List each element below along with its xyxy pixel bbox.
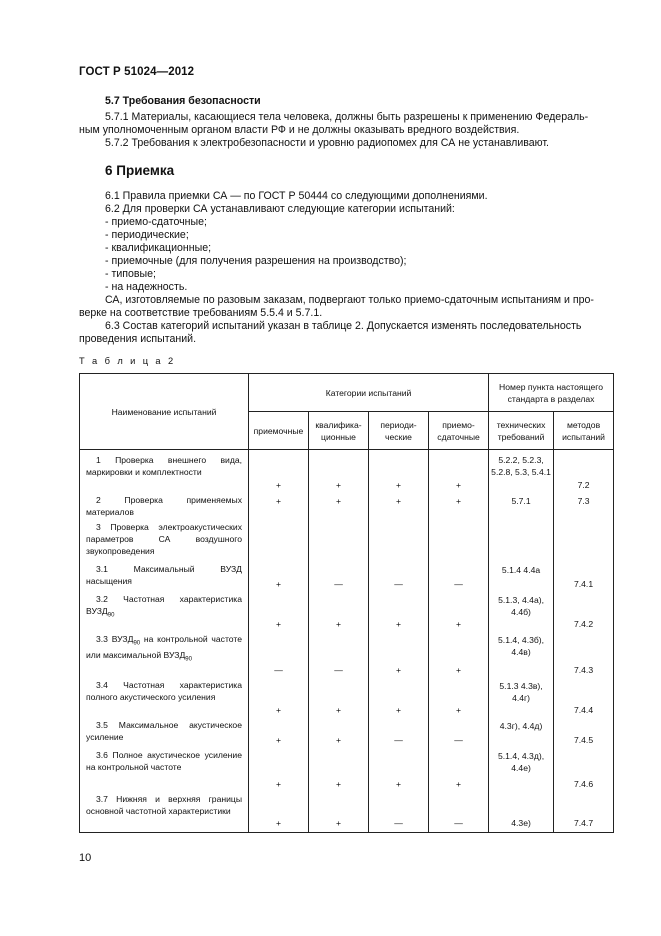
table-row [80,563,614,593]
cell-periodic: + [369,494,429,521]
cell-acceptance: + [249,679,309,719]
table-caption: Т а б л и ц а 2 [79,356,176,366]
table-row [80,593,614,633]
cell-periodic: + [369,450,429,494]
cell-acceptance: + [249,563,309,593]
test-name: 3.6 Полное акустическое усиление на контрольной частоте [80,749,249,793]
paragraph-5-7-1: 5.7.1 Материалы, касающиеся тела человека, должны быть разрешены к применению Федераль- [105,111,589,123]
cell-qualification: — [309,633,369,679]
cell-periodic: — [369,719,429,749]
header-acceptance: приемочные [249,412,309,450]
cell-delivery: + [429,679,489,719]
header-test-methods: методов испытаний [554,412,614,450]
cell-requirements: 5.1.3 4.3в), 4.4г) [489,679,554,719]
category-item: - на надежность. [105,281,188,293]
paragraph-6-3: 6.3 Состав категорий испытаний указан в таблице 2. Допускается изменять последовательность [105,320,582,332]
table-row [80,793,614,833]
cell-delivery: + [429,494,489,521]
cell-delivery: — [429,793,489,833]
table-row [80,450,614,494]
cell-periodic: — [369,793,429,833]
page-number: 10 [79,852,92,864]
cell-delivery: — [429,563,489,593]
category-item: - приемо-сдаточные; [105,216,207,228]
cell-method: 7.4.7 [554,793,614,833]
category-item: - типовые; [105,268,156,280]
cell-delivery: + [429,593,489,633]
cell-requirements: 5.1.4, 4.3д), 4.4е) [489,749,554,793]
cell-qualification: + [309,450,369,494]
cell-periodic: + [369,679,429,719]
cell-method: 7.4.2 [554,593,614,633]
cell-method: 7.4.5 [554,719,614,749]
cell-method: 7.4.4 [554,679,614,719]
header-qualification: квалифика-ционные [309,412,369,450]
test-name: 3.1 Максимальный ВУЗД насыщения [80,563,249,593]
cell-acceptance: + [249,749,309,793]
table-row [80,719,614,749]
test-name: 3.7 Нижняя и верхняя границы основной частотной характеристики [80,793,249,833]
cell-requirements: 5.1.4 4.4а [489,563,554,593]
header-technical-requirements: технических требований [489,412,554,450]
cell-periodic [369,521,429,563]
cell-requirements: 4.3г), 4.4д) [489,719,554,749]
test-name: 2 Проверка применяемых материалов [80,494,249,521]
cell-periodic: + [369,633,429,679]
cell-qualification: + [309,749,369,793]
category-item: - квалификационные; [105,242,212,254]
cell-method: 7.4.3 [554,633,614,679]
cell-method: 7.2 [554,450,614,494]
paragraph-single-orders-cont: верке на соответствие требованиям 5.5.4 и 5.7.1. [79,307,323,319]
cell-acceptance: + [249,450,309,494]
cell-periodic: + [369,749,429,793]
table-row [80,494,614,521]
header-clause: Номер пункта настоящего стандарта в разделах [489,374,614,412]
cell-qualification: + [309,793,369,833]
table-row [80,679,614,719]
category-item: - периодические; [105,229,189,241]
paragraph-single-orders: СА, изготовляемые по разовым заказам, подвергают только приемо-сдаточным испытаниям и про- [105,294,594,306]
cell-delivery: — [429,719,489,749]
cell-delivery: + [429,749,489,793]
cell-method: 7.3 [554,494,614,521]
test-name: 3.4 Частотная характеристика полного акустического усиления [80,679,249,719]
cell-delivery: + [429,633,489,679]
test-name: 1 Проверка внешнего вида, маркировки и комплектности [80,450,249,494]
cell-qualification: + [309,593,369,633]
cell-delivery: + [429,450,489,494]
header-periodic: периоди-ческие [369,412,429,450]
cell-requirements: 5.1.3, 4.4а), 4.4б) [489,593,554,633]
test-name: 3.5 Максимальное акустическое усиление [80,719,249,749]
table-row [80,521,614,563]
section-5-7-title: 5.7 Требования безопасности [105,95,261,107]
cell-acceptance: + [249,793,309,833]
cell-method: 7.4.1 [554,563,614,593]
cell-delivery [429,521,489,563]
cell-requirements [489,521,554,563]
section-6-title: 6 Приемка [105,163,175,178]
cell-acceptance: + [249,593,309,633]
cell-acceptance: + [249,719,309,749]
table-row [80,749,614,793]
test-name: 3.3 $ВУЗД_{90}$ на контрольной частоте или максимальной $ВУЗД_{90}$ [80,633,249,679]
cell-periodic: — [369,563,429,593]
cell-qualification: + [309,679,369,719]
paragraph-6-3-cont: проведения испытаний. [79,333,197,345]
paragraph-6-2: 6.2 Для проверки СА устанавливают следующие категории испытаний: [105,203,455,215]
header-categories: Категории испытаний [249,374,489,412]
cell-acceptance: + [249,494,309,521]
cell-acceptance [249,521,309,563]
category-item: - приемочные (для получения разрешения на производство); [105,255,407,267]
paragraph-5-7-2: 5.7.2 Требования к электробезопасности и уровню радиопомех для СА не устанавливают. [105,137,549,149]
cell-qualification: + [309,719,369,749]
header-test-name: Наименование испытаний [80,374,249,450]
cell-qualification [309,521,369,563]
cell-method: 7.4.6 [554,749,614,793]
tests-table [79,373,614,833]
cell-requirements: 4.3е) [489,793,554,833]
table-row [80,633,614,679]
cell-requirements: 5.2.2, 5.2.3, 5.2.8, 5.3, 5.4.1 [489,450,554,494]
cell-qualification: + [309,494,369,521]
header-delivery: приемо-сдаточные [429,412,489,450]
paragraph-5-7-1-cont: ным уполномоченным органом власти РФ и не должны оказывать вредного воздействия. [79,124,520,136]
document-header: ГОСТ Р 51024—2012 [79,66,195,78]
cell-requirements: 5.1.4, 4.3б), 4.4в) [489,633,554,679]
cell-qualification: — [309,563,369,593]
test-name: 3.2 Частотная характеристика $ВУЗД_{90}$ [80,593,249,633]
cell-periodic: + [369,593,429,633]
paragraph-6-1: 6.1 Правила приемки СА — по ГОСТ Р 50444 со следующими дополнениями. [105,190,488,202]
cell-requirements: 5.7.1 [489,494,554,521]
cell-method [554,521,614,563]
test-name: 3 Проверка электроакустических параметров СА воздушного звукопроведения [80,521,249,563]
cell-acceptance: — [249,633,309,679]
